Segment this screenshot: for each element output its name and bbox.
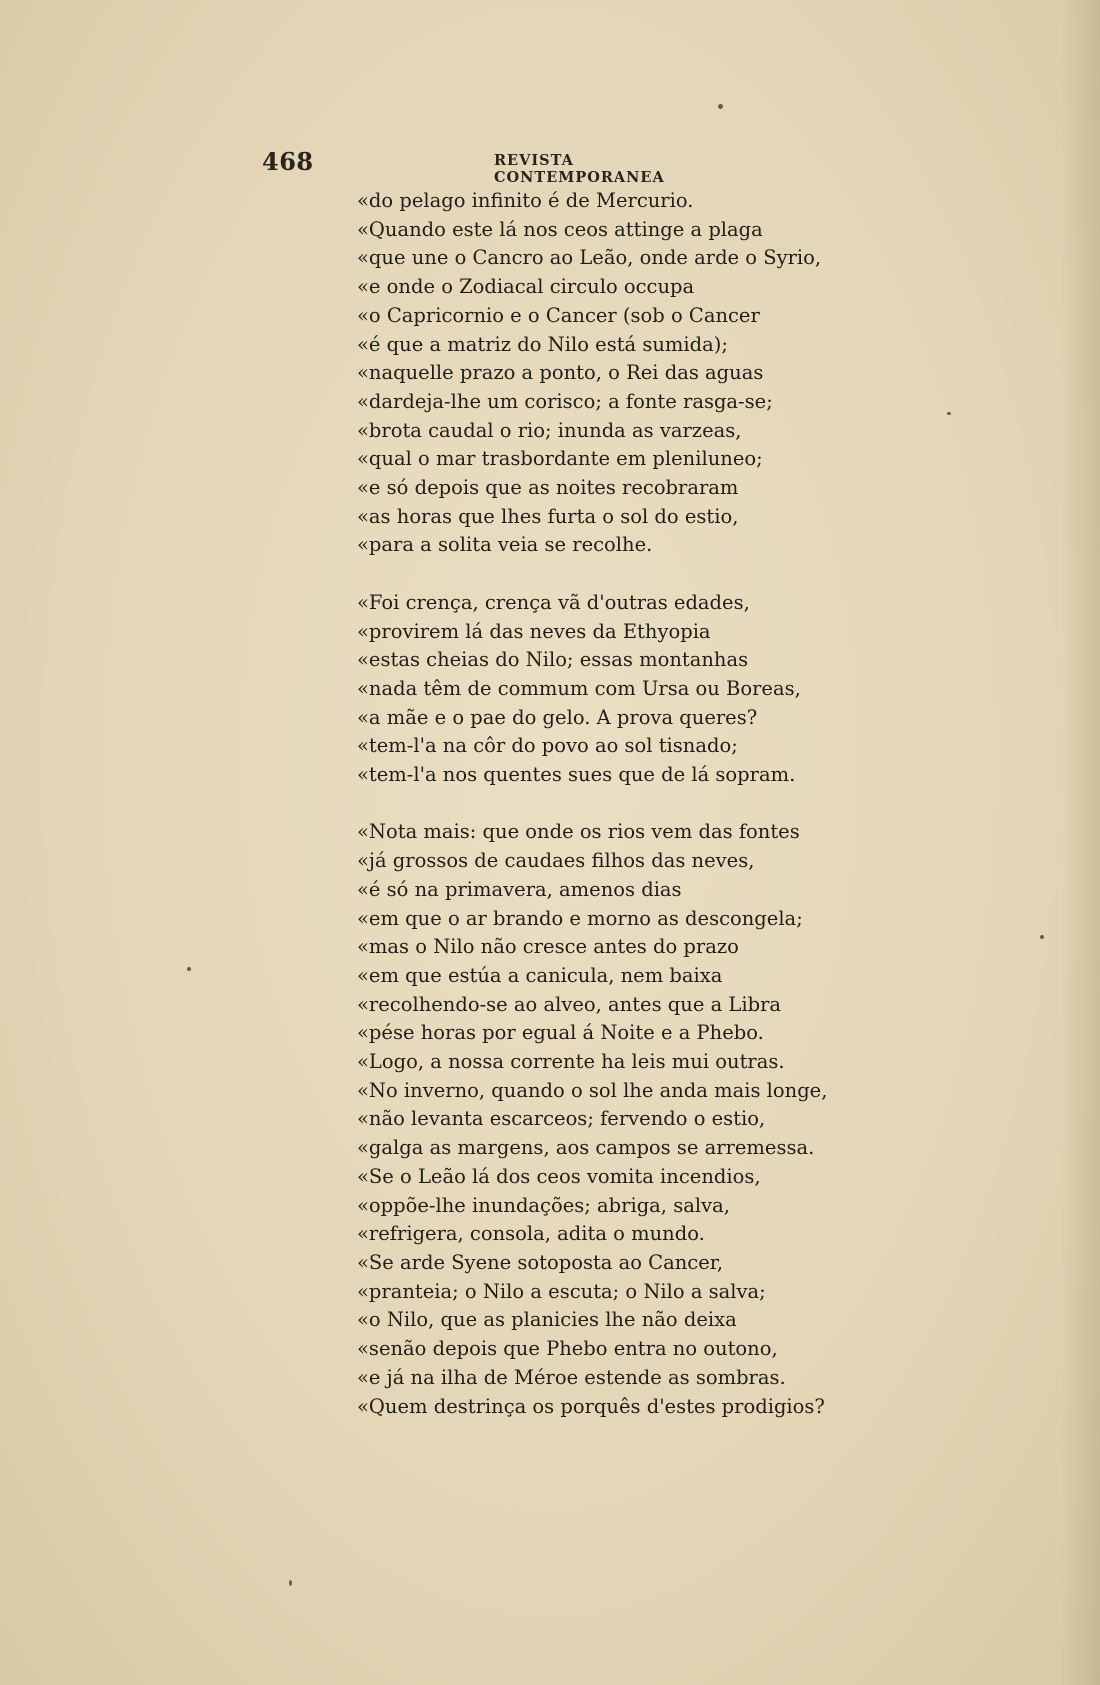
verse-line: «em que estúa a canicula, nem baixa [357, 963, 723, 987]
verse-line: «que une o Cancro ao Leão, onde arde o Syrio, [357, 246, 822, 270]
verse-line: «Foi crença, crença vã d'outras edades, [357, 590, 750, 614]
verse-line: «do pelago infinito é de Mercurio. [357, 189, 694, 212]
verse-line: «mas o Nilo não cresce antes do prazo [357, 935, 739, 959]
verse-line: «refrigera, consola, adita o mundo. [357, 1222, 705, 1246]
page-number: 468 [262, 147, 314, 176]
paper-speck [289, 1580, 292, 1586]
verse-line: «recolhendo-se ao alveo, antes que a Libra [357, 992, 782, 1016]
verse-line: «é só na primavera, amenos dias [357, 877, 682, 901]
verse-line: «Se arde Syene sotoposta ao Cancer, [357, 1250, 724, 1274]
verse-line: «o Nilo, que as planicies lhe não deixa [357, 1308, 737, 1332]
verse-line: «e onde o Zodiacal circulo occupa [357, 275, 695, 299]
verse-line: «tem-l'a na côr do povo ao sol tisnado; [357, 734, 738, 758]
verse-line: «provirem lá das neves da Ethyopia [357, 619, 711, 643]
stanza [357, 818, 897, 1421]
verse-line: «qual o mar trasbordante em pleniluneo; [357, 447, 763, 471]
verse-line: «oppõe-lhe inundações; abriga, salva, [357, 1193, 730, 1217]
verse-line: «e só depois que as noites recobraram [357, 476, 739, 500]
verse-line: «e já na ilha de Méroe estende as sombras. [357, 1365, 786, 1389]
paper-speck [718, 104, 723, 109]
verse-line: «as horas que lhes furta o sol do estio, [357, 504, 739, 528]
verse-line: «pranteia; o Nilo a escuta; o Nilo a salva; [357, 1279, 766, 1303]
running-title: REVISTA CONTEMPORANEA [494, 152, 665, 186]
verse-line: «Logo, a nossa corrente ha leis mui outras. [357, 1050, 785, 1074]
verse-line: «dardeja-lhe um corisco; a fonte rasga-se; [357, 389, 773, 413]
verse-line: «para a solita veia se recolhe. [357, 533, 653, 557]
verse-line: «senão depois que Phebo entra no outono, [357, 1337, 778, 1361]
verse-line: «naquelle prazo a ponto, o Rei das aguas [357, 361, 764, 385]
verse-line: «pése horas por egual á Noite e a Phebo. [357, 1021, 764, 1045]
verse-line: «galga as margens, aos campos se arremessa. [357, 1136, 815, 1160]
verse-line: «tem-l'a nos quentes sues que de lá sopram. [357, 763, 796, 787]
page-edge-shadow [1060, 0, 1100, 1685]
verse-line: «estas cheias do Nilo; essas montanhas [357, 648, 749, 672]
verse-line: «No inverno, quando o sol lhe anda mais longe, [357, 1078, 828, 1102]
verse-line: «Quem destrinça os porquês d'estes prodigios? [357, 1394, 825, 1418]
paper-speck [187, 967, 191, 971]
verse-line: «é que a matriz do Nilo está sumida); [357, 332, 728, 356]
verse-line: «Quando este lá nos ceos attinge a plaga [357, 217, 763, 241]
verse-line: «não levanta escarceos; fervendo o estio, [357, 1107, 766, 1131]
poem-text [357, 187, 897, 1450]
verse-line: «Nota mais: que onde os rios vem das fontes [357, 820, 800, 844]
paper-speck [1040, 935, 1044, 939]
page-header [262, 147, 732, 186]
verse-line: «o Capricornio e o Cancer (sob o Cancer [357, 303, 760, 327]
paper-speck [947, 412, 951, 415]
verse-line: «em que o ar brando e morno as descongela; [357, 906, 803, 930]
verse-line: «Se o Leão lá dos ceos vomita incendios, [357, 1164, 761, 1188]
verse-line: «já grossos de caudaes filhos das neves, [357, 849, 755, 873]
stanza [357, 589, 897, 790]
verse-line: «a mãe e o pae do gelo. A prova queres? [357, 705, 758, 729]
stanza [357, 187, 897, 560]
verse-line: «brota caudal o rio; inunda as varzeas, [357, 418, 742, 442]
verse-line: «nada têm de commum com Ursa ou Boreas, [357, 676, 801, 700]
